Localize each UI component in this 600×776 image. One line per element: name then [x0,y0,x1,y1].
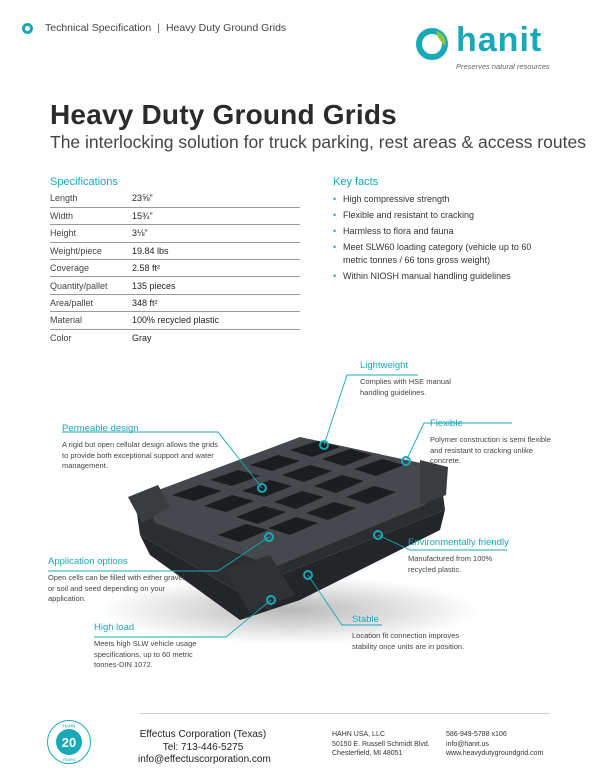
breadcrumb-section: Technical Specification [45,22,152,34]
callout-text: Complies with HSE manual handling guidelines. [360,377,451,397]
callout-title: Stable [352,614,379,625]
callout-application [48,556,193,605]
address-line: 50150 E. Russell Schmidt Blvd. [332,740,430,748]
badge-top-text: HAHN [62,723,76,729]
fact-text: Meet SLW60 loading category (vehicle up to 60 metric tonnes / 66 tons gross weight) [343,242,532,265]
company-phone: Tel: 713-446-5275 [162,741,244,753]
spec-label: Area/pallet [50,294,132,311]
callout-permeable [62,423,222,472]
spec-label: Color [50,333,72,344]
key-facts-heading: Key facts [333,176,379,188]
spec-value: 100% recycled plastic [132,312,300,329]
callout-title: Application options [48,556,128,567]
spec-value: Gray [132,333,152,344]
table-row [50,225,300,242]
callout-text: Meets high SLW vehicle usage specifications, up to 60 metric tonnes-DIN 1072. [94,639,197,669]
bullet-icon: • [333,242,337,252]
list-item [333,270,558,283]
list-item [333,209,558,222]
breadcrumb [22,22,286,34]
table-row [50,329,300,346]
callout-highload [94,622,214,671]
spec-value: 15¾" [132,207,300,224]
breadcrumb-product: Heavy Duty Ground Grids [165,22,287,34]
contact-email[interactable]: info@hanit.us [446,740,489,748]
breadcrumb-separator: | [157,22,160,34]
table-row [50,190,300,207]
spec-value: 19.84 lbs [132,242,300,259]
bullet-icon: • [333,270,337,281]
logo-tagline: Preserves natural resources [456,62,550,71]
spec-label: Width [50,207,132,224]
fact-text: High compressive strength [343,194,450,204]
callout-environment [408,537,518,575]
callout-text: Manufactured from 100% recycled plastic. [408,554,493,574]
spec-label: Material [50,312,132,329]
spec-value: 3⅛" [132,225,300,242]
page-title: Heavy Duty Ground Grids [50,99,397,130]
company-block [138,729,271,767]
callout-text: Location fit connection improves stability once units are in position. [352,631,465,651]
leaf-ring-icon [414,26,450,62]
spec-value: 23⅝" [132,190,300,207]
address-block [332,730,430,759]
hanit-logo [414,21,554,74]
callout-lightweight [360,360,480,398]
table-row [50,277,300,294]
spec-label: Length [50,190,132,207]
callout-text: Open cells can be filled with either gravel or soil and seed depending on your application. [48,573,185,603]
callout-title: High load [94,622,135,633]
spec-label: Weight/piece [50,242,132,259]
spec-value: 348 ft² [132,294,300,311]
callout-title: Flexible [430,418,463,429]
list-item [333,241,558,266]
fact-text: Harmless to flora and fauna [343,226,454,236]
table-row [50,242,300,259]
spec-label: Quantity/pallet [50,277,132,294]
callout-stable [352,614,482,652]
bullet-icon: • [333,210,337,220]
callout-text: A rigid but open cellular design allows the grids to provide both exceptional support and water management. [62,440,218,470]
spec-value: 135 pieces [132,277,300,294]
page-subtitle: The interlocking solution for truck parking, rest areas & access routes [50,132,586,152]
callout-title: Environmentally friendly [408,537,509,548]
logo-wordmark: hanit [456,21,543,59]
callout-title: Lightweight [360,360,409,371]
company-email[interactable]: info@effectuscorporation.com [138,754,271,765]
callout-title: Permeable design [62,423,139,434]
callout-text: Polymer construction is semi flexible and resistant to cracking unlike concrete. [430,435,551,465]
badge-number: 20 [61,735,77,750]
bullet-icon: • [333,226,337,236]
spec-label: Height [50,225,132,242]
callout-flexible [430,418,555,467]
spec-value: 2.58 ft² [132,260,300,277]
product-diagram [0,355,600,700]
contact-phone: 586-949-5788 x106 [446,731,507,738]
spec-label: Coverage [50,260,132,277]
anniversary-badge-icon [46,719,92,765]
key-facts-list [333,193,558,286]
badge-bottom-text: YEARS [62,757,76,762]
address-line: HAHN USA, LLC [332,731,385,738]
fact-text: Within NIOSH manual handling guidelines [343,270,511,281]
ground-grid-illustration [0,355,600,700]
company-name: Effectus Corporation (Texas) [139,729,267,740]
footer-divider [140,713,550,714]
address-line: Chesterfield, MI 48051 [332,750,403,757]
circle-bullet-icon [22,23,33,34]
table-row [50,207,300,224]
specifications-table [50,190,300,347]
contact-website[interactable]: www.heavydutygroundgrid.com [446,750,544,757]
contact-block [446,730,543,759]
table-row [50,260,300,277]
list-item [333,193,558,206]
table-row [50,312,300,329]
specifications-heading: Specifications [50,176,118,188]
list-item [333,225,558,238]
table-row [50,294,300,311]
bullet-icon: • [333,194,337,204]
fact-text: Flexible and resistant to cracking [343,210,475,220]
